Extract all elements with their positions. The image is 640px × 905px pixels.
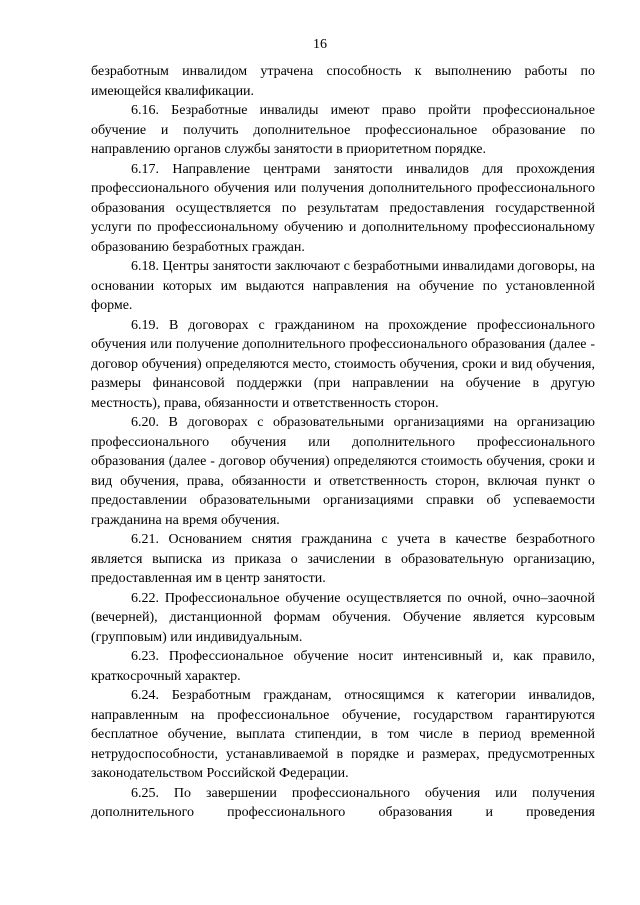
paragraph-6-23: 6.23. Профессиональное обучение носит интенсивный и, как правило, краткосрочный характер. xyxy=(91,649,595,684)
paragraph-6-16: 6.16. Безработные инвалиды имеют право пройти профессиональное обучение и получить дополнительное профессиональное образование по направлению органов службы занятости в приоритетном порядке. xyxy=(91,103,595,157)
paragraph-6-17: 6.17. Направление центрами занятости инвалидов для прохождения профессионального обучения или получения дополнительного профессионального образования осуществляется по результатам предоставления государственной услуги по профессиональному обучению и дополнительному профессиональному образованию безработных граждан. xyxy=(91,161,595,255)
paragraph-6-24: 6.24. Безработным гражданам, относящимся к категории инвалидов, направленным на профессиональное обучение, государством гарантируются бесплатное обучение, выплата стипендии, в том числе в период временной нетрудоспособности, устанавливаемой в порядке и размерах, предусмотренных законодательством Российской Федерации. xyxy=(91,688,595,781)
paragraph-6-19: 6.19. В договорах с гражданином на прохождение профессионального обучения или получение дополнительного профессионального образования (далее - договор обучения) определяются место, стоимость обучения, сроки и вид обучения, размеры финансовой поддержки (при направлении на обучение в другую местность), права, обязанности и ответственность сторон. xyxy=(91,317,595,411)
paragraph-6-21: 6.21. Основанием снятия гражданина с учета в качестве безработного является выписка из приказа о зачислении в образовательную организацию, предоставленная им в центр занятости. xyxy=(91,532,595,586)
paragraph-6-18: 6.18. Центры занятости заключают с безработными инвалидами договоры, на основании которых им выдаются направления на обучение по установленной форме. xyxy=(91,259,595,313)
paragraph-6-25: 6.25. По завершении профессионального обучения или получения дополнительного профессионального образования и проведения xyxy=(91,785,595,820)
paragraph-continuation: безработным инвалидом утрачена способность к выполнению работы по имеющейся квалификации. xyxy=(91,64,595,99)
paragraph-6-22: 6.22. Профессиональное обучение осуществляется по очной, очно–заочной (вечерней), дистанционной формам обучения. Обучение является курсовым (групповым) или индивидуальным. xyxy=(91,590,595,645)
paragraph-6-20: 6.20. В договорах с образовательными организациями на организацию профессионального обучения или дополнительного профессионального образования (далее - договор обучения) определяются стоимость обучения, сроки и вид обучения, права, обязанности и ответственность сторон, включая пункт о предоставлении образовательными организациями справки об успеваемости гражданина на время обучения. xyxy=(91,415,595,528)
page-number: 16 xyxy=(313,37,327,52)
document-body xyxy=(91,62,595,823)
